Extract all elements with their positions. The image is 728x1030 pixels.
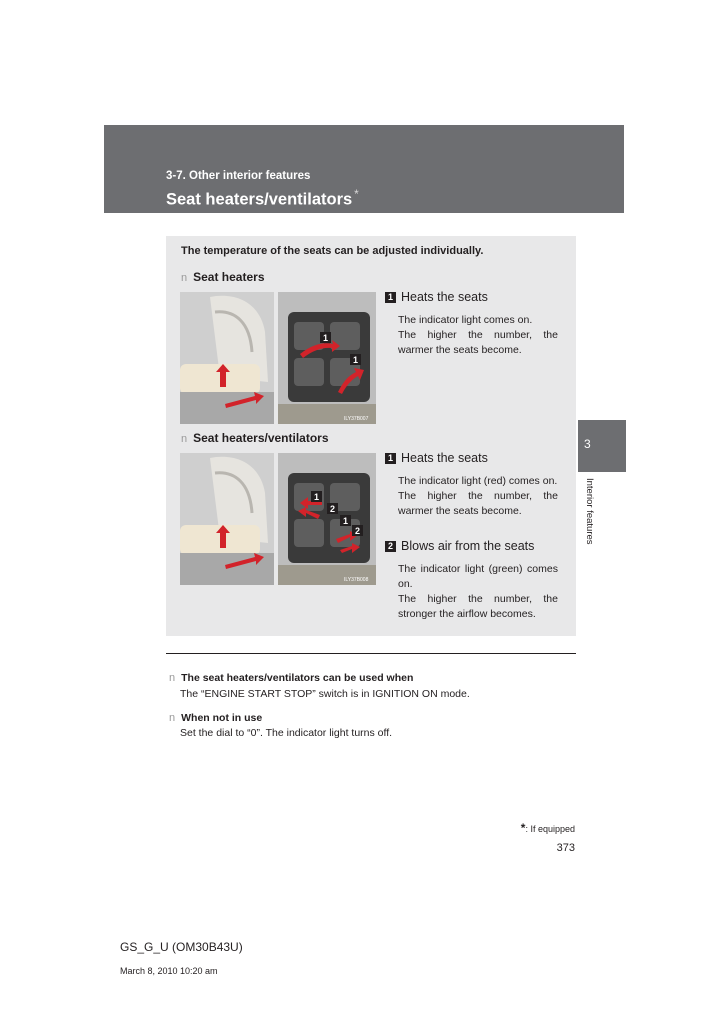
seat-ventilators-seat-photo (180, 453, 274, 585)
desc-line: The higher the number, the warmer the seats become. (398, 329, 558, 356)
seat-heaters-description (398, 313, 558, 358)
chapter-tab (578, 420, 626, 472)
photo-callout-2a: 2 (329, 504, 336, 514)
seat-heaters-heading-text: Seat heaters (193, 270, 265, 284)
bullet-icon: n (169, 672, 176, 684)
note-heading (169, 708, 262, 726)
section-divider (166, 653, 576, 654)
page-title-text: Seat heaters/ventilators (166, 190, 353, 209)
note-heading-text: The seat heaters/ventilators can be used when (181, 672, 414, 684)
section-label: 3-7. Other interior features (166, 170, 311, 182)
callout-label: Heats the seats (401, 290, 488, 304)
switch-photo-illustration (278, 292, 376, 424)
callout-blows-air (385, 539, 534, 553)
footnote-mark: * (520, 821, 526, 835)
callout-label: Heats the seats (401, 451, 488, 465)
footnote-text: : If equipped (525, 824, 575, 834)
document-date: March 8, 2010 10:20 am (120, 966, 218, 976)
callout-label: Blows air from the seats (401, 539, 535, 553)
seat-ventilators-image-code: ILY37B008 (344, 577, 369, 583)
note-body: The “ENGINE START STOP” switch is in IGNITION ON mode. (180, 688, 470, 700)
seat-heaters-seat-photo (180, 292, 274, 424)
desc-line: The higher the number, the warmer the seats become. (398, 490, 558, 517)
callout-heats-seats (385, 290, 488, 304)
photo-callout-1b: 1 (352, 355, 359, 365)
callout-number-badge: 1 (385, 453, 396, 464)
footnote (480, 821, 575, 835)
document-id: GS_G_U (OM30B43U) (120, 940, 243, 954)
note-heading (169, 668, 413, 686)
seat-heaters-image-code: ILY37B007 (344, 416, 369, 422)
seat-photo-illustration (180, 453, 274, 585)
desc-line: The higher the number, the stronger the airflow becomes. (398, 593, 558, 620)
callout-number-badge: 2 (385, 541, 396, 552)
chapter-label: Interior features (584, 478, 595, 545)
photo-callout-2b: 2 (354, 526, 361, 536)
seat-photo-illustration (180, 292, 274, 424)
seat-ventilators-heading (181, 429, 329, 447)
seat-ventilators-heading-text: Seat heaters/ventilators (193, 431, 329, 445)
bullet-icon: n (181, 433, 188, 445)
chapter-label-container (584, 478, 598, 558)
note-body: Set the dial to “0”. The indicator light turns off. (180, 727, 393, 739)
page-title (166, 187, 359, 210)
intro-text: The temperature of the seats can be adjusted individually. (181, 245, 484, 257)
desc-line: The indicator light (green) comes on. (398, 563, 558, 590)
desc-line: The indicator light comes on. (398, 314, 533, 326)
photo-callout-1a: 1 (322, 333, 329, 343)
heats-seats-description (398, 474, 558, 519)
blows-air-description (398, 562, 558, 622)
if-equipped-mark: * (354, 187, 359, 201)
seat-heaters-heading (181, 268, 265, 286)
bullet-icon: n (181, 272, 188, 284)
note-heading-text: When not in use (181, 712, 263, 724)
photo-callout-1a: 1 (313, 492, 320, 502)
switch-photo-illustration (278, 453, 376, 585)
seat-heaters-switch-photo (278, 292, 376, 424)
chapter-number: 3 (584, 437, 591, 451)
callout-number-badge: 1 (385, 292, 396, 303)
bullet-icon: n (169, 712, 176, 724)
page-number: 373 (556, 842, 575, 854)
callout-heats-seats (385, 451, 488, 465)
desc-line: The indicator light (red) comes on. (398, 475, 558, 487)
seat-ventilators-switch-photo (278, 453, 376, 585)
photo-callout-1b: 1 (342, 516, 349, 526)
